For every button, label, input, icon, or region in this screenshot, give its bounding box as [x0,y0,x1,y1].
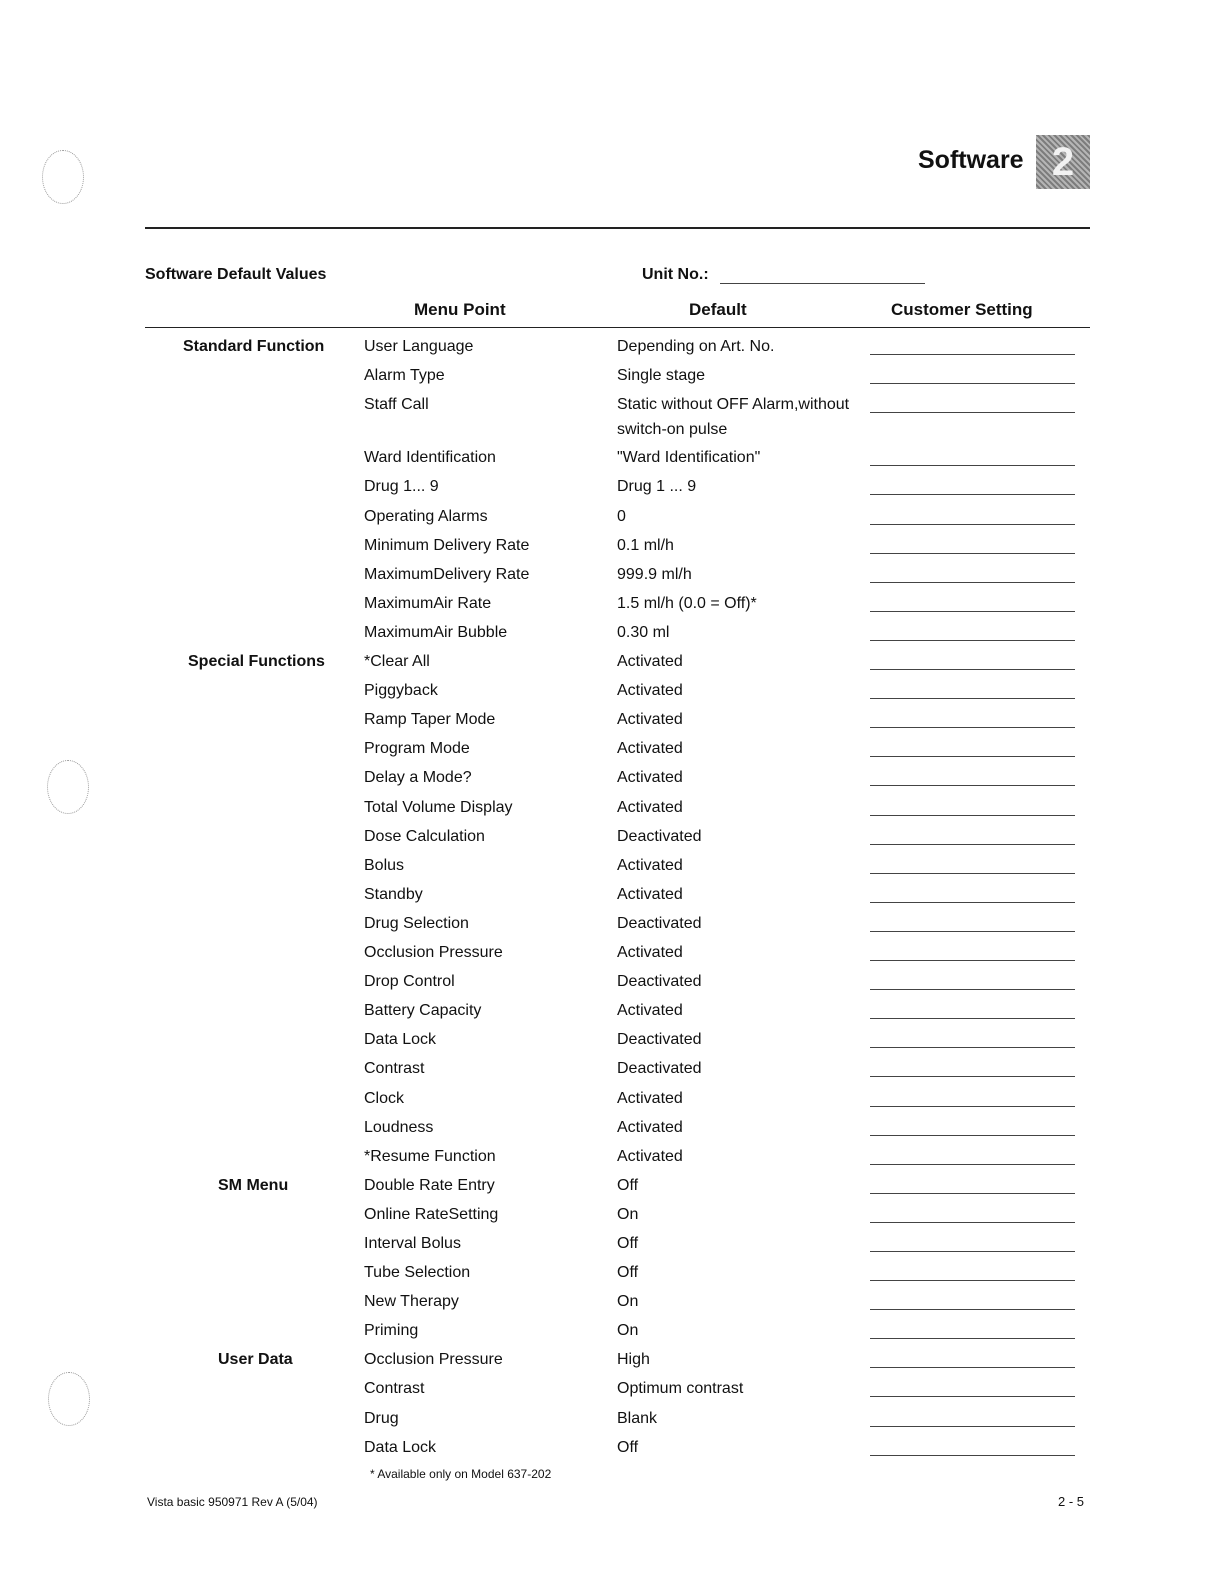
menu-point-cell: Operating Alarms [364,508,488,525]
customer-setting-field[interactable] [870,1164,1075,1165]
category-label: Special Functions [188,653,325,670]
default-value-cell: 0.1 ml/h [617,537,674,554]
menu-point-cell: Minimum Delivery Rate [364,537,530,554]
customer-setting-field[interactable] [870,698,1075,699]
customer-setting-field[interactable] [870,383,1075,384]
default-value-cell: Off [617,1264,639,1281]
default-value-cell: Activated [617,944,683,961]
default-value-cell: Depending on Art. No. [617,338,775,355]
customer-setting-field[interactable] [870,1280,1075,1281]
customer-setting-field[interactable] [870,785,1075,786]
table-header-rule [145,327,1090,328]
menu-point-cell: Loudness [364,1119,434,1136]
default-value-cell: 1.5 ml/h (0.0 = Off)* [617,595,757,612]
punch-hole-middle [47,760,89,814]
default-value-continuation: switch-on pulse [617,421,728,438]
default-value-cell: Activated [617,711,683,728]
customer-setting-field[interactable] [870,1426,1075,1427]
menu-point-cell: Drug [364,1410,399,1427]
customer-setting-field[interactable] [870,960,1075,961]
menu-point-cell: Data Lock [364,1439,437,1456]
footer-page-number: 2 - 5 [1058,1494,1085,1509]
default-value-cell: 0.30 ml [617,624,670,641]
customer-setting-field[interactable] [870,844,1075,845]
default-value-cell: Deactivated [617,973,702,990]
menu-point-cell: User Language [364,338,474,355]
customer-setting-field[interactable] [870,412,1075,413]
default-value-cell: On [617,1322,639,1339]
menu-point-cell: Occlusion Pressure [364,944,503,961]
customer-setting-field[interactable] [870,1455,1075,1456]
default-value-cell: Activated [617,682,683,699]
customer-setting-field[interactable] [870,989,1075,990]
menu-point-cell: Data Lock [364,1031,437,1048]
customer-setting-field[interactable] [870,1367,1075,1368]
menu-point-cell: Drop Control [364,973,455,990]
default-value-cell: Deactivated [617,915,702,932]
customer-setting-field[interactable] [870,1222,1075,1223]
menu-point-cell: Program Mode [364,740,470,757]
menu-point-cell: Contrast [364,1060,425,1077]
customer-setting-field[interactable] [870,524,1075,525]
menu-point-cell: Tube Selection [364,1264,471,1281]
customer-setting-field[interactable] [870,815,1075,816]
customer-setting-field[interactable] [870,1076,1075,1077]
customer-setting-field[interactable] [870,902,1075,903]
customer-setting-field[interactable] [870,553,1075,554]
column-header-customer-setting: Customer Setting [891,300,1033,319]
menu-point-cell: New Therapy [364,1293,459,1310]
menu-point-cell: Delay a Mode? [364,769,472,786]
default-value-cell: Off [617,1439,639,1456]
customer-setting-field[interactable] [870,465,1075,466]
menu-point-cell: Standby [364,886,423,903]
menu-point-cell: *Resume Function [364,1148,496,1165]
category-label: Standard Function [183,338,325,355]
customer-setting-field[interactable] [870,1309,1075,1310]
menu-point-cell: Interval Bolus [364,1235,461,1252]
default-value-cell: Activated [617,740,683,757]
default-value-cell: Off [617,1235,639,1252]
customer-setting-field[interactable] [870,1047,1075,1048]
default-value-cell: Static without OFF Alarm,without [617,396,850,413]
default-value-cell: Activated [617,799,683,816]
menu-point-cell: Drug Selection [364,915,469,932]
customer-setting-field[interactable] [870,1193,1075,1194]
menu-point-cell: Dose Calculation [364,828,485,845]
menu-point-cell: Drug 1... 9 [364,478,439,495]
menu-point-cell: Online RateSetting [364,1206,499,1223]
menu-point-cell: Occlusion Pressure [364,1351,503,1368]
default-value-cell: Activated [617,769,683,786]
unit-number-label: Unit No.: [642,266,709,283]
customer-setting-field[interactable] [870,756,1075,757]
footer-document-id: Vista basic 950971 Rev A (5/04) [147,1495,318,1509]
default-value-cell: "Ward Identification" [617,449,761,466]
menu-point-cell: Battery Capacity [364,1002,482,1019]
menu-point-cell: Total Volume Display [364,799,513,816]
default-value-cell: Activated [617,1090,683,1107]
customer-setting-field[interactable] [870,494,1075,495]
default-value-cell: On [617,1206,639,1223]
menu-point-cell: Ward Identification [364,449,496,466]
category-label: SM Menu [218,1177,289,1194]
punch-hole-top [42,150,84,204]
customer-setting-field[interactable] [870,1135,1075,1136]
default-value-cell: Activated [617,1002,683,1019]
customer-setting-field[interactable] [870,611,1075,612]
default-value-cell: Activated [617,857,683,874]
menu-point-cell: MaximumAir Bubble [364,624,508,641]
default-value-cell: High [617,1351,650,1368]
default-value-cell: Activated [617,886,683,903]
column-header-default: Default [689,300,747,319]
column-header-menu-point: Menu Point [414,300,506,319]
menu-point-cell: Alarm Type [364,367,445,384]
customer-setting-field[interactable] [870,1018,1075,1019]
chapter-number-badge: 2 [1036,135,1090,189]
customer-setting-field[interactable] [870,1251,1075,1252]
menu-point-cell: Double Rate Entry [364,1177,495,1194]
default-value-cell: Activated [617,1148,683,1165]
default-value-cell: Deactivated [617,1060,702,1077]
customer-setting-field[interactable] [870,873,1075,874]
footnote: * Available only on Model 637-202 [370,1467,552,1481]
customer-setting-field[interactable] [870,931,1075,932]
menu-point-cell: Priming [364,1322,419,1339]
menu-point-cell: Ramp Taper Mode [364,711,496,728]
customer-setting-field[interactable] [870,640,1075,641]
customer-setting-field[interactable] [870,1338,1075,1339]
category-label: User Data [218,1351,293,1368]
default-value-cell: Deactivated [617,1031,702,1048]
customer-setting-field[interactable] [870,669,1075,670]
menu-point-cell: Piggyback [364,682,438,699]
default-value-cell: 0 [617,508,626,525]
menu-point-cell: Contrast [364,1380,425,1397]
default-value-cell: Blank [617,1410,658,1427]
customer-setting-field[interactable] [870,1396,1075,1397]
menu-point-cell: *Clear All [364,653,430,670]
punch-hole-bottom [48,1372,90,1426]
default-value-cell: Activated [617,653,683,670]
customer-setting-field[interactable] [870,727,1075,728]
unit-number-field[interactable] [720,283,925,284]
menu-point-cell: MaximumAir Rate [364,595,492,612]
menu-point-cell: MaximumDelivery Rate [364,566,530,583]
default-value-cell: Off [617,1177,639,1194]
customer-setting-field[interactable] [870,582,1075,583]
default-value-cell: On [617,1293,639,1310]
default-value-cell: Deactivated [617,828,702,845]
section-title: Software Default Values [145,266,327,283]
default-value-cell: Optimum contrast [617,1380,744,1397]
customer-setting-field[interactable] [870,354,1075,355]
header-rule [145,227,1090,229]
default-value-cell: Single stage [617,367,706,384]
default-value-cell: Activated [617,1119,683,1136]
menu-point-cell: Bolus [364,857,405,874]
menu-point-cell: Clock [364,1090,405,1107]
default-value-cell: Drug 1 ... 9 [617,478,697,495]
menu-point-cell: Staff Call [364,396,429,413]
customer-setting-field[interactable] [870,1106,1075,1107]
default-value-cell: 999.9 ml/h [617,566,692,583]
chapter-title: Software [918,146,1024,174]
